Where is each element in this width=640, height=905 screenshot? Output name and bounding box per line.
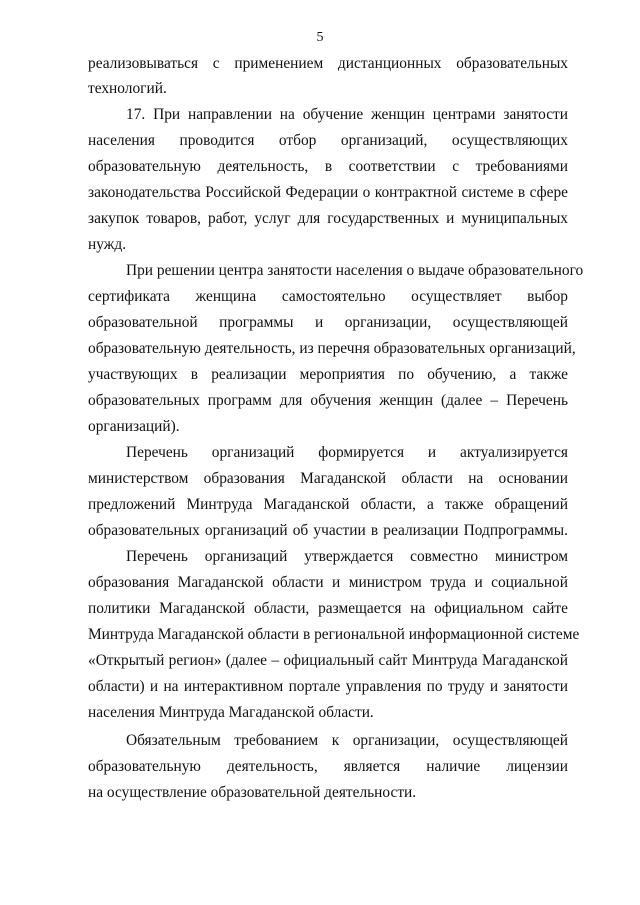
text-line: Минтруда Магаданской области в региональной информационной системе <box>88 626 580 643</box>
text-line: министерством образования Магаданской области на основании <box>88 470 568 487</box>
page-number: 5 <box>316 30 324 45</box>
text-line: образовательную деятельность, в соответствии с требованиями <box>88 158 568 175</box>
text-line: Перечень организаций формируется и актуализируется <box>126 444 568 461</box>
text-line: закупок товаров, работ, услуг для государственных и муниципальных <box>88 210 568 227</box>
text-line: населения проводится отбор организаций, осуществляющих <box>88 132 568 149</box>
text-line: организаций). <box>88 418 180 435</box>
text-line: Перечень организаций утверждается совместно министром <box>126 548 568 565</box>
text-line: области) и на интерактивном портале управления по труду и занятости <box>88 678 568 695</box>
text-line: нужд. <box>88 236 127 253</box>
text-line: образования Магаданской области и министром труда и социальной <box>88 574 568 591</box>
text-line: реализовываться с применением дистанционных образовательных <box>88 55 568 72</box>
text-line: участвующих в реализации мероприятия по обучению, а также <box>88 366 568 383</box>
text-line: Обязательным требованием к организации, осуществляющей <box>126 732 568 749</box>
text-line: населения Минтруда Магаданской области. <box>88 704 374 721</box>
text-line: «Открытый регион» (далее – официальный сайт Минтруда Магаданской <box>88 652 568 669</box>
text-line: технологий. <box>88 80 167 97</box>
text-line: образовательную деятельность, из перечня образовательных организаций, <box>88 340 576 357</box>
text-line: на осуществление образовательной деятельности. <box>88 784 417 801</box>
text-line: образовательных программ для обучения женщин (далее – Перечень <box>88 392 568 409</box>
text-line: предложений Минтруда Магаданской области, а также обращений <box>88 496 568 513</box>
text-line: При решении центра занятости населения о выдаче образовательного <box>126 262 584 279</box>
text-line: сертификата женщина самостоятельно осуществляет выбор <box>88 288 568 305</box>
text-line: образовательной программы и организации, осуществляющей <box>88 314 568 331</box>
text-line: образовательных организаций об участии в реализации Подпрограммы. <box>88 522 568 539</box>
text-line: политики Магаданской области, размещается на официальном сайте <box>88 600 568 617</box>
text-line: законодательства Российской Федерации о контрактной системе в сфере <box>88 184 568 201</box>
text-line: 17. При направлении на обучение женщин центрами занятости <box>126 106 568 123</box>
text-line: образовательную деятельность, является наличие лицензии <box>88 758 568 775</box>
